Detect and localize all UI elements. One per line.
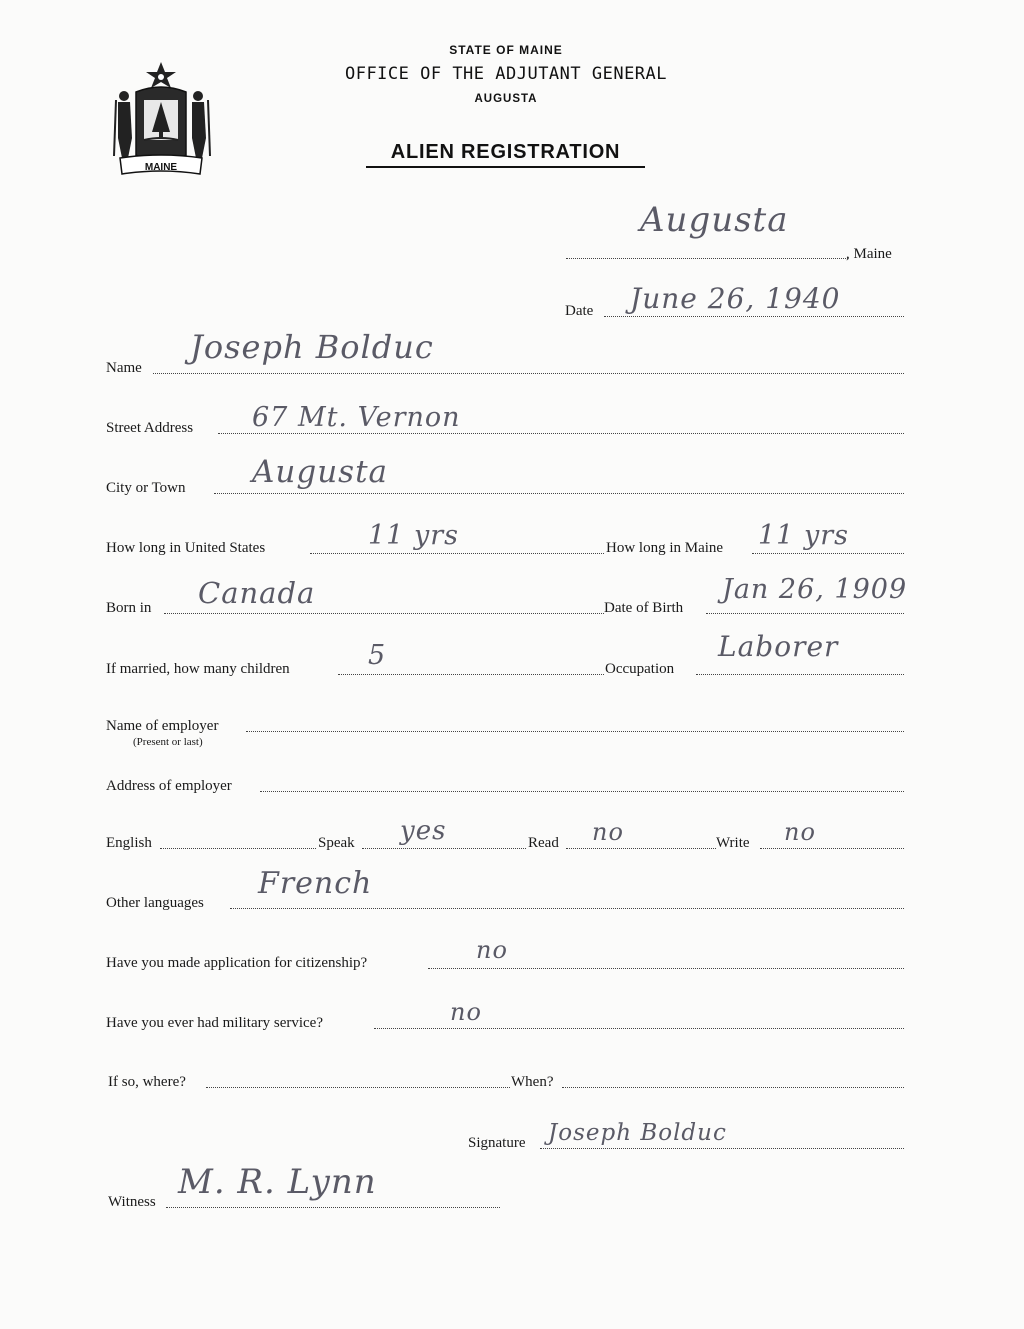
how-long-maine-label: How long in Maine (606, 540, 724, 556)
children-value[interactable]: 5 (368, 640, 387, 671)
how-long-maine-line (752, 553, 904, 554)
children-line (338, 674, 604, 675)
employer-address-label: Address of employer (106, 778, 232, 794)
write-label: Write (716, 835, 750, 851)
when-label: When? (511, 1074, 554, 1090)
when-line (562, 1087, 904, 1088)
maine-label: , Maine (846, 246, 892, 262)
signature-value[interactable]: Joseph Bolduc (548, 1120, 727, 1146)
occupation-label: Occupation (605, 661, 675, 677)
speak-value[interactable]: yes (400, 816, 447, 846)
born-in-line (164, 613, 604, 614)
how-long-us-label: How long in United States (106, 540, 266, 556)
read-value[interactable]: no (592, 818, 624, 846)
citizenship-value[interactable]: no (476, 936, 508, 964)
how-long-us-line (310, 553, 604, 554)
date-of-birth-value[interactable]: Jan 26, 1909 (722, 574, 908, 605)
write-value[interactable]: no (784, 818, 816, 846)
state-heading: STATE OF MAINE (449, 43, 563, 57)
city-or-town-value[interactable]: Augusta (252, 454, 389, 490)
name-label: Name (106, 360, 142, 376)
employer-note: (Present or last) (133, 736, 203, 748)
street-address-value[interactable]: 67 Mt. Vernon (252, 402, 461, 433)
employer-address-line (260, 791, 904, 792)
occupation-value[interactable]: Laborer (718, 630, 839, 663)
military-line (374, 1028, 904, 1029)
witness-value[interactable]: M. R. Lynn (178, 1162, 377, 1202)
other-languages-value[interactable]: French (258, 866, 373, 901)
how-long-maine-value[interactable]: 11 yrs (758, 520, 849, 551)
speak-line (362, 848, 526, 849)
signature-label: Signature (468, 1135, 526, 1151)
date-value[interactable]: June 26, 1940 (630, 282, 841, 315)
speak-label: Speak (318, 835, 355, 851)
if-so-where-label: If so, where? (108, 1074, 186, 1090)
occupation-line (696, 674, 904, 675)
date-label: Date (565, 303, 594, 319)
born-in-label: Born in (106, 600, 152, 616)
other-languages-line (230, 908, 904, 909)
military-value[interactable]: no (450, 998, 482, 1026)
place-value[interactable]: Augusta (640, 200, 789, 240)
witness-label: Witness (108, 1194, 156, 1210)
english-label: English (106, 835, 152, 851)
citizenship-line (428, 968, 904, 969)
employer-name-line (246, 731, 904, 732)
street-address-label: Street Address (106, 420, 194, 436)
write-line (760, 848, 904, 849)
city-or-town-line (214, 493, 904, 494)
city-or-town-label: City or Town (106, 480, 186, 496)
other-languages-label: Other languages (106, 895, 204, 911)
born-in-value[interactable]: Canada (198, 576, 316, 610)
children-label: If married, how many children (106, 661, 290, 677)
witness-line (166, 1207, 500, 1208)
military-label: Have you ever had military service? (106, 1015, 323, 1031)
office-heading: OFFICE OF THE ADJUTANT GENERAL (344, 64, 668, 84)
read-label: Read (528, 835, 559, 851)
english-line (160, 848, 316, 849)
seal-banner-text: MAINE (144, 162, 178, 173)
if-so-where-line (206, 1087, 510, 1088)
date-line (604, 316, 904, 317)
name-value[interactable]: Joseph Bolduc (190, 328, 434, 366)
signature-line (540, 1148, 904, 1149)
place-line (566, 258, 848, 259)
street-address-line (218, 433, 904, 434)
date-of-birth-label: Date of Birth (604, 600, 684, 616)
date-of-birth-line (706, 613, 904, 614)
name-line (153, 373, 904, 374)
city-heading: AUGUSTA (474, 93, 538, 105)
how-long-us-value[interactable]: 11 yrs (368, 520, 459, 551)
form-title: ALIEN REGISTRATION (366, 141, 645, 168)
citizenship-label: Have you made application for citizenship? (106, 955, 368, 971)
read-line (566, 848, 716, 849)
employer-name-label: Name of employer (106, 718, 219, 734)
